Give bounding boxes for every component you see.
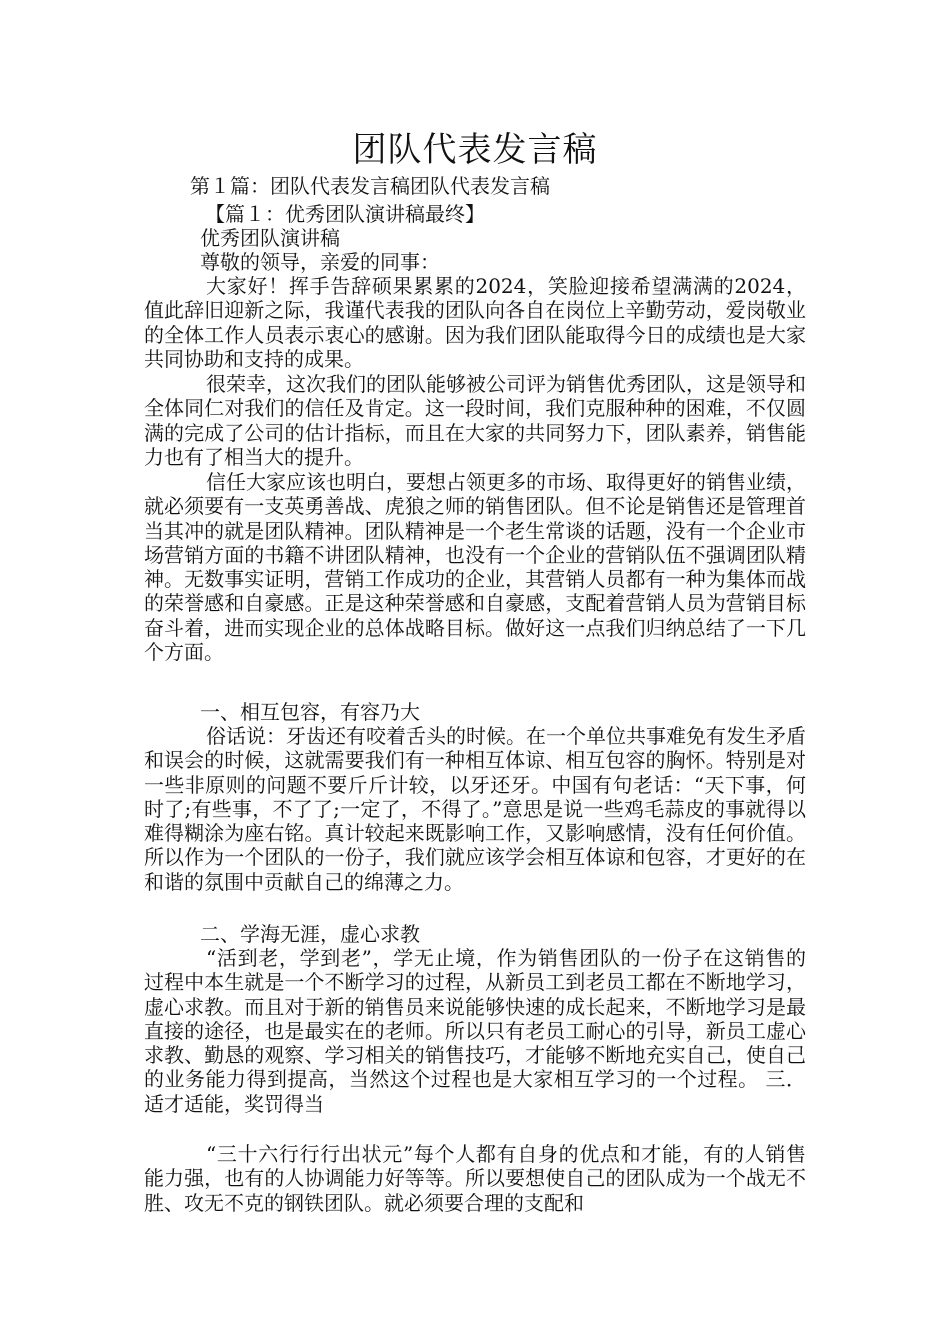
- paragraph-learning: “活到老，学到老”，学无止境，作为销售团队的一份子在这销售的过程中本生就是一个不断学习的过程，从新员工到老员工都在不断地学习，虚心求教。而且对于新的销售员来说能够快速的成长起来，不断地学习是最直接的途径，也是最实在的老师。所以只有老员工耐心的引导，新员工虚心求教、勤恳的观察、学习相关的销售技巧，才能够不断地充实自己，使自己的业务能力得到提高，当然这个过程也是大家相互学习的一个过程。 三．适才适能，奖罚得当: [144, 946, 806, 1116]
- heading-learning: 二、学海无涯，虚心求教: [200, 922, 420, 946]
- speech-label: 优秀团队演讲稿: [200, 226, 340, 250]
- document-subtitle: 第１篇：团队代表发言稿团队代表发言稿: [190, 174, 550, 198]
- paragraph-tolerance: 俗话说：牙齿还有咬着舌头的时候。在一个单位共事难免有发生矛盾和误会的时候，这就需要我们有一种相互体谅、相互包容的胸怀。特别是对一些非原则的问题不要斤斤计较，以牙还牙。中国有句老话：“天下事，何时了;有些事，不了了;一定了，不得了。”意思是说一些鸡毛蒜皮的事就得以难得糊涂为座右铭。真计较起来既影响工作，又影响感情，没有任何价值。所以作为一个团队的一份子，我们就应该学会相互体谅和包容，才更好的在和谐的氛围中贡献自己的绵薄之力。: [144, 724, 806, 894]
- document-title: 团队代表发言稿: [352, 130, 598, 170]
- salutation: 尊敬的领导，亲爱的同事：: [200, 250, 440, 274]
- heading-mutual-tolerance: 一、相互包容，有容乃大: [200, 700, 420, 724]
- paragraph-honor: 很荣幸，这次我们的团队能够被公司评为销售优秀团队，这是领导和全体同仁对我们的信任及肯定。这一段时间，我们克服种种的困难，不仅圆满的完成了公司的估计指标，而且在大家的共同努力下，团队素养，销售能力也有了相当大的提升。: [144, 372, 806, 469]
- paragraph-greeting: 大家好！挥手告辞硕果累累的2024，笑脸迎接希望满满的2024，值此辞旧迎新之际，我谨代表我的团队向各自在岗位上辛勤劳动，爱岗敬业的全体工作人员表示衷心的感谢。因为我们团队能取得今日的成绩也是大家共同协助和支持的成果。: [144, 274, 806, 371]
- paragraph-talent: “三十六行行行出状元”每个人都有自身的优点和才能，有的人销售能力强，也有的人协调能力好等等。所以要想使自己的团队成为一个战无不胜、攻无不克的钢铁团队。就必须要合理的支配和: [144, 1142, 806, 1215]
- paragraph-team-spirit: 信任大家应该也明白，要想占领更多的市场、取得更好的销售业绩，就必须要有一支英勇善战、虎狼之师的销售团队。但不论是销售还是管理首当其冲的就是团队精神。团队精神是一个老生常谈的话题，没有一个企业市场营销方面的书籍不讲团队精神，也没有一个企业的营销队伍不强调团队精神。无数事实证明，营销工作成功的企业，其营销人员都有一种为集体而战的荣誉感和自豪感。正是这种荣誉感和自豪感，支配着营销人员为营销目标奋斗着，进而实现企业的总体战略目标。做好这一点我们归纳总结了一下几个方面。: [144, 470, 806, 665]
- section-title: 【篇１：优秀团队演讲稿最终】: [205, 202, 485, 226]
